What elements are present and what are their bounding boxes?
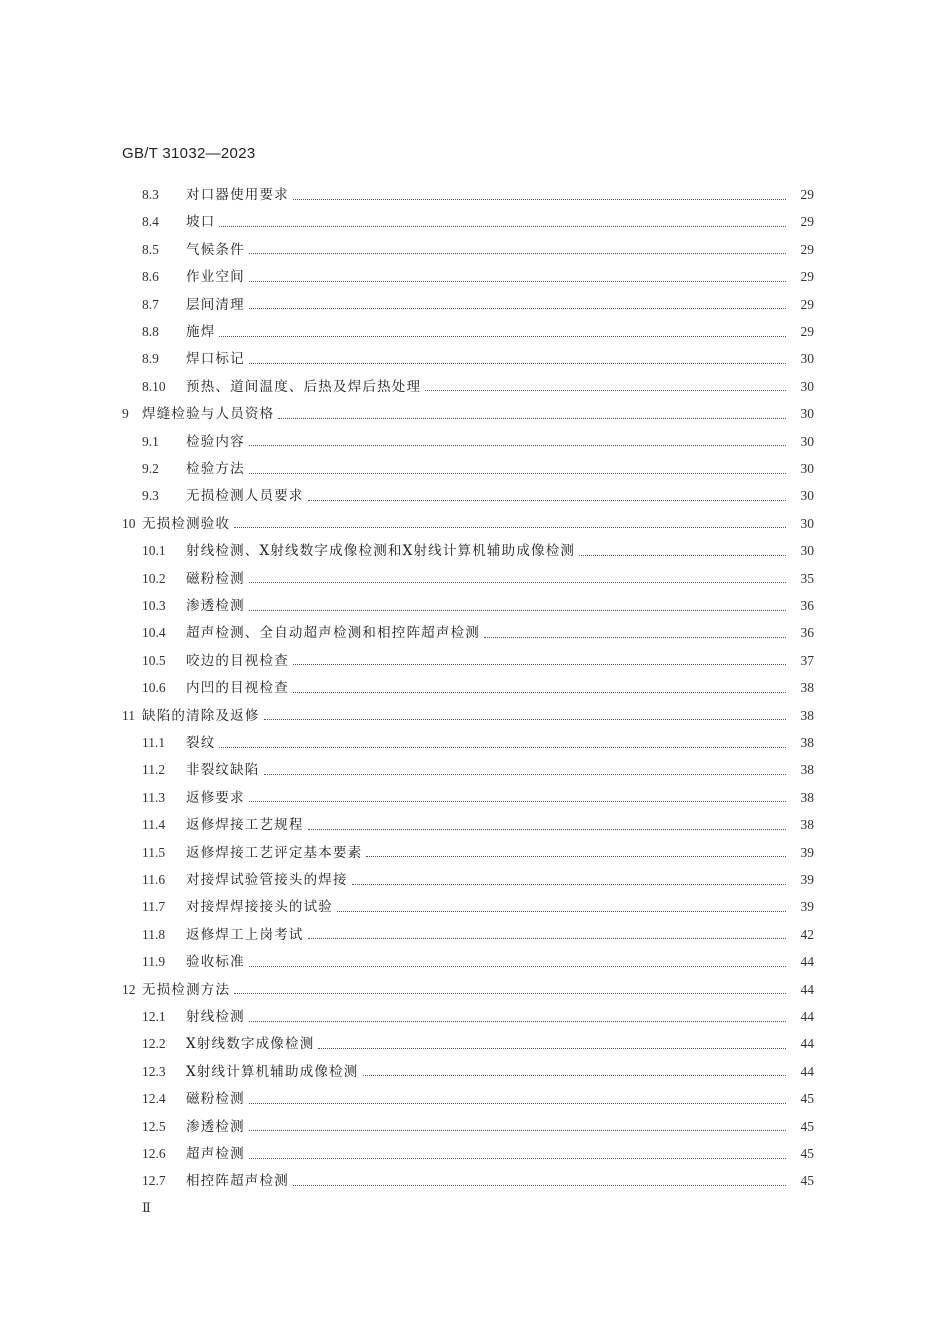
toc-entry-title: 坡口 — [186, 214, 216, 231]
toc-entry[interactable] — [142, 893, 814, 921]
toc-dot-leader — [366, 856, 786, 857]
toc-entry-number: 8.4 — [142, 214, 159, 230]
toc-entry-title: 非裂纹缺陷 — [186, 762, 260, 779]
toc-entry-title: 层间清理 — [186, 296, 245, 313]
toc-entry[interactable] — [142, 455, 814, 483]
toc-dot-leader — [219, 336, 786, 337]
toc-entry-page: 44 — [800, 981, 814, 997]
toc-entry-number: 9.3 — [142, 488, 159, 504]
toc-entry[interactable] — [142, 921, 814, 949]
toc-entry[interactable] — [142, 647, 814, 675]
toc-entry-number: 12.6 — [142, 1146, 166, 1161]
toc-entry-page: 42 — [800, 926, 814, 942]
toc-dot-leader — [249, 445, 786, 446]
toc-entry-title: 返修焊工上岗考试 — [186, 926, 304, 943]
toc-entry[interactable] — [142, 1113, 814, 1141]
toc-entry-number: 9.2 — [142, 461, 159, 476]
toc-entry-number: 8.3 — [142, 187, 159, 202]
toc-entry[interactable] — [142, 208, 814, 236]
toc-entry-number: 8.5 — [142, 241, 159, 257]
toc-entry-number: 10.5 — [142, 652, 166, 668]
toc-entry-page: 30 — [800, 488, 814, 504]
toc-entry-page: 44 — [800, 1063, 814, 1079]
toc-entry-number: 11.1 — [142, 735, 166, 750]
toc-entry-number: 9 — [122, 406, 129, 422]
toc-entry-number: 10.1 — [142, 543, 166, 559]
toc-entry[interactable] — [142, 592, 814, 620]
toc-entry-number: 11.5 — [142, 844, 166, 860]
toc-dot-leader — [249, 281, 786, 282]
toc-entry-page: 30 — [800, 543, 814, 559]
toc-dot-leader — [249, 473, 786, 474]
toc-entry-title: 裂纹 — [186, 735, 216, 751]
toc-entry-page: 38 — [800, 735, 814, 750]
toc-dot-leader — [293, 692, 786, 693]
toc-entry[interactable] — [142, 428, 814, 456]
toc-dot-leader — [363, 1075, 786, 1076]
toc-entry-number: 11.8 — [142, 926, 166, 942]
toc-entry[interactable] — [142, 263, 814, 291]
toc-entry-title: 预热、道间温度、后热及焊后热处理 — [186, 378, 422, 395]
toc-entry-title: 射线检测 — [186, 1009, 245, 1025]
toc-entry-page: 30 — [800, 406, 814, 422]
toc-dot-leader — [308, 500, 786, 501]
toc-entry[interactable] — [122, 400, 814, 428]
toc-entry-page: 38 — [800, 817, 814, 833]
toc-entry[interactable] — [142, 784, 814, 812]
toc-entry-number: 11.4 — [142, 817, 166, 833]
toc-entry-number: 8.7 — [142, 296, 159, 312]
toc-dot-leader — [219, 226, 786, 227]
toc-dot-leader — [249, 308, 786, 309]
toc-entry[interactable] — [142, 565, 814, 593]
toc-entry[interactable] — [142, 1167, 814, 1195]
toc-entry[interactable] — [142, 291, 814, 319]
toc-entry-title: 超声检测、全自动超声检测和相控阵超声检测 — [186, 625, 480, 642]
toc-entry-title: 检验方法 — [186, 461, 245, 477]
toc-dot-leader — [293, 664, 786, 665]
toc-entry-page: 44 — [800, 1036, 814, 1052]
toc-entry-number: 8.9 — [142, 351, 159, 367]
toc-entry-title: 超声检测 — [186, 1146, 245, 1162]
toc-entry-title: X射线计算机辅助成像检测 — [186, 1063, 359, 1080]
toc-entry-page: 36 — [800, 598, 814, 613]
toc-entry-number: 12.4 — [142, 1091, 166, 1107]
toc-entry-number: 12.5 — [142, 1118, 166, 1134]
toc-entry-title: 射线检测、X射线数字成像检测和X射线计算机辅助成像检测 — [186, 543, 576, 560]
toc-dot-leader — [318, 1048, 786, 1049]
toc-entry-page: 29 — [800, 324, 814, 339]
toc-entry-number: 11.7 — [142, 899, 166, 915]
toc-dot-leader — [249, 1158, 786, 1159]
page-number: Ⅱ — [142, 1200, 151, 1215]
toc-entry-title: 相控阵超声检测 — [186, 1173, 289, 1190]
toc-entry-title: 对接焊焊接接头的试验 — [186, 899, 333, 916]
toc-entry-page: 38 — [800, 762, 814, 778]
toc-entry-title: 焊口标记 — [186, 351, 245, 368]
toc-dot-leader — [249, 610, 786, 611]
toc-dot-leader — [293, 1185, 786, 1186]
toc-entry-title: 返修要求 — [186, 789, 245, 806]
toc-entry[interactable] — [142, 1085, 814, 1113]
toc-entry-number: 11 — [122, 707, 135, 723]
toc-dot-leader — [249, 363, 786, 364]
toc-entry-page: 35 — [800, 570, 814, 586]
toc-entry-number: 10.4 — [142, 625, 166, 641]
toc-entry[interactable] — [142, 619, 814, 647]
toc-entry-number: 11.3 — [142, 789, 166, 805]
toc-entry-page: 30 — [800, 461, 814, 476]
toc-entry[interactable] — [122, 510, 814, 538]
toc-dot-leader — [337, 911, 786, 912]
toc-entry[interactable] — [142, 1030, 814, 1058]
toc-entry[interactable] — [142, 345, 814, 373]
toc-dot-leader — [308, 938, 786, 939]
toc-entry[interactable] — [142, 674, 814, 702]
toc-entry-title: 返修焊接工艺规程 — [186, 817, 304, 834]
toc-entry-title: 缺陷的清除及返修 — [142, 707, 260, 724]
toc-entry-title: 咬边的目视检查 — [186, 652, 289, 669]
toc-dot-leader — [234, 993, 786, 994]
toc-entry[interactable] — [142, 729, 814, 757]
toc-entry-page: 39 — [800, 899, 814, 915]
toc-entry-page: 44 — [800, 954, 814, 970]
toc-entry-number: 10.6 — [142, 680, 166, 696]
toc-entry-title: 焊缝检验与人员资格 — [142, 406, 275, 423]
toc-dot-leader — [308, 829, 786, 830]
toc-entry-title: 作业空间 — [186, 269, 245, 286]
toc-entry-page: 45 — [800, 1146, 814, 1161]
toc-entry-page: 29 — [800, 241, 814, 257]
toc-entry-title: 检验内容 — [186, 433, 245, 450]
toc-entry[interactable] — [122, 976, 814, 1004]
toc-entry-title: 无损检测验收 — [142, 515, 231, 532]
toc-dot-leader — [352, 884, 786, 885]
toc-entry-page: 37 — [800, 652, 814, 668]
toc-entry-page: 38 — [800, 707, 814, 723]
toc-entry-number: 10.2 — [142, 570, 166, 586]
toc-dot-leader — [249, 1021, 786, 1022]
toc-entry-page: 45 — [800, 1091, 814, 1107]
toc-dot-leader — [234, 527, 786, 528]
toc-entry-number: 12 — [122, 981, 136, 997]
toc-entry[interactable] — [142, 1140, 814, 1168]
toc-entry-number: 8.8 — [142, 324, 159, 339]
toc-entry[interactable] — [142, 482, 814, 510]
toc-entry-number: 12.1 — [142, 1009, 166, 1024]
toc-entry[interactable] — [142, 373, 814, 401]
toc-entry-page: 29 — [800, 187, 814, 202]
toc-entry-page: 39 — [800, 844, 814, 860]
toc-entry-page: 30 — [800, 515, 814, 531]
toc-entry-page: 45 — [800, 1118, 814, 1134]
toc-entry-number: 9.1 — [142, 433, 159, 449]
toc-dot-leader — [293, 199, 786, 200]
toc-dot-leader — [264, 774, 787, 775]
toc-entry-page: 29 — [800, 214, 814, 230]
toc-entry[interactable] — [122, 702, 814, 730]
toc-entry[interactable] — [142, 1003, 814, 1031]
toc-entry-title: 对接焊试验管接头的焊接 — [186, 872, 348, 888]
toc-entry-page: 44 — [800, 1009, 814, 1024]
toc-entry-page: 36 — [800, 625, 814, 641]
toc-entry-title: 验收标准 — [186, 954, 245, 971]
toc-dot-leader — [249, 1103, 786, 1104]
toc-entry-page: 39 — [800, 872, 814, 887]
toc-entry-page: 29 — [800, 269, 814, 285]
toc-entry[interactable] — [142, 756, 814, 784]
toc-entry-number: 10.3 — [142, 598, 166, 613]
toc-entry[interactable] — [142, 1058, 814, 1086]
toc-entry-page: 38 — [800, 789, 814, 805]
toc-entry-number: 10 — [122, 515, 136, 531]
toc-entry[interactable] — [142, 839, 814, 867]
toc-entry-title: 内凹的目视检查 — [186, 680, 289, 697]
toc-entry[interactable] — [142, 236, 814, 264]
toc-entry-title: 无损检测方法 — [142, 981, 231, 998]
toc-entry-page: 30 — [800, 351, 814, 367]
toc-entry-number: 11.2 — [142, 762, 166, 778]
toc-dot-leader — [219, 747, 786, 748]
toc-entry-number: 8.10 — [142, 378, 166, 394]
toc-dot-leader — [425, 390, 786, 391]
toc-dot-leader — [249, 253, 786, 254]
toc-entry-title: 磁粉检测 — [186, 570, 245, 587]
toc-dot-leader — [484, 637, 786, 638]
toc-entry[interactable] — [142, 181, 814, 209]
toc-entry-number: 8.6 — [142, 269, 159, 285]
toc-entry-number: 11.6 — [142, 872, 166, 887]
toc-entry-title: 气候条件 — [186, 241, 245, 258]
toc-entry-page: 45 — [800, 1173, 814, 1189]
toc-entry[interactable] — [142, 866, 814, 894]
toc-entry-number: 12.3 — [142, 1063, 166, 1079]
toc-entry-title: 磁粉检测 — [186, 1091, 245, 1108]
toc-entry[interactable] — [142, 318, 814, 346]
toc-entry-page: 30 — [800, 378, 814, 394]
toc-entry[interactable] — [142, 811, 814, 839]
toc-dot-leader — [579, 555, 786, 556]
toc-entry-title: X射线数字成像检测 — [186, 1036, 315, 1053]
toc-dot-leader — [249, 1130, 786, 1131]
toc-dot-leader — [249, 582, 786, 583]
toc-entry-page: 30 — [800, 433, 814, 449]
toc-dot-leader — [264, 719, 786, 720]
toc-entry-title: 返修焊接工艺评定基本要素 — [186, 844, 363, 861]
toc-entry-title: 渗透检测 — [186, 1118, 245, 1135]
toc-entry-title: 渗透检测 — [186, 598, 245, 614]
toc-entry-page: 38 — [800, 680, 814, 696]
toc-dot-leader — [249, 801, 786, 802]
toc-dot-leader — [278, 418, 786, 419]
toc-entry-page: 29 — [800, 296, 814, 312]
toc-entry-number: 11.9 — [142, 954, 166, 970]
toc-entry-number: 12.7 — [142, 1173, 166, 1189]
toc-entry[interactable] — [142, 537, 814, 565]
toc-entry-title: 无损检测人员要求 — [186, 488, 304, 505]
toc-dot-leader — [249, 966, 786, 967]
standard-code: GB/T 31032—2023 — [122, 145, 256, 162]
toc-entry-title: 施焊 — [186, 324, 216, 340]
toc-entry[interactable] — [142, 948, 814, 976]
toc-entry-title: 对口器使用要求 — [186, 187, 289, 203]
toc-entry-number: 12.2 — [142, 1036, 166, 1052]
